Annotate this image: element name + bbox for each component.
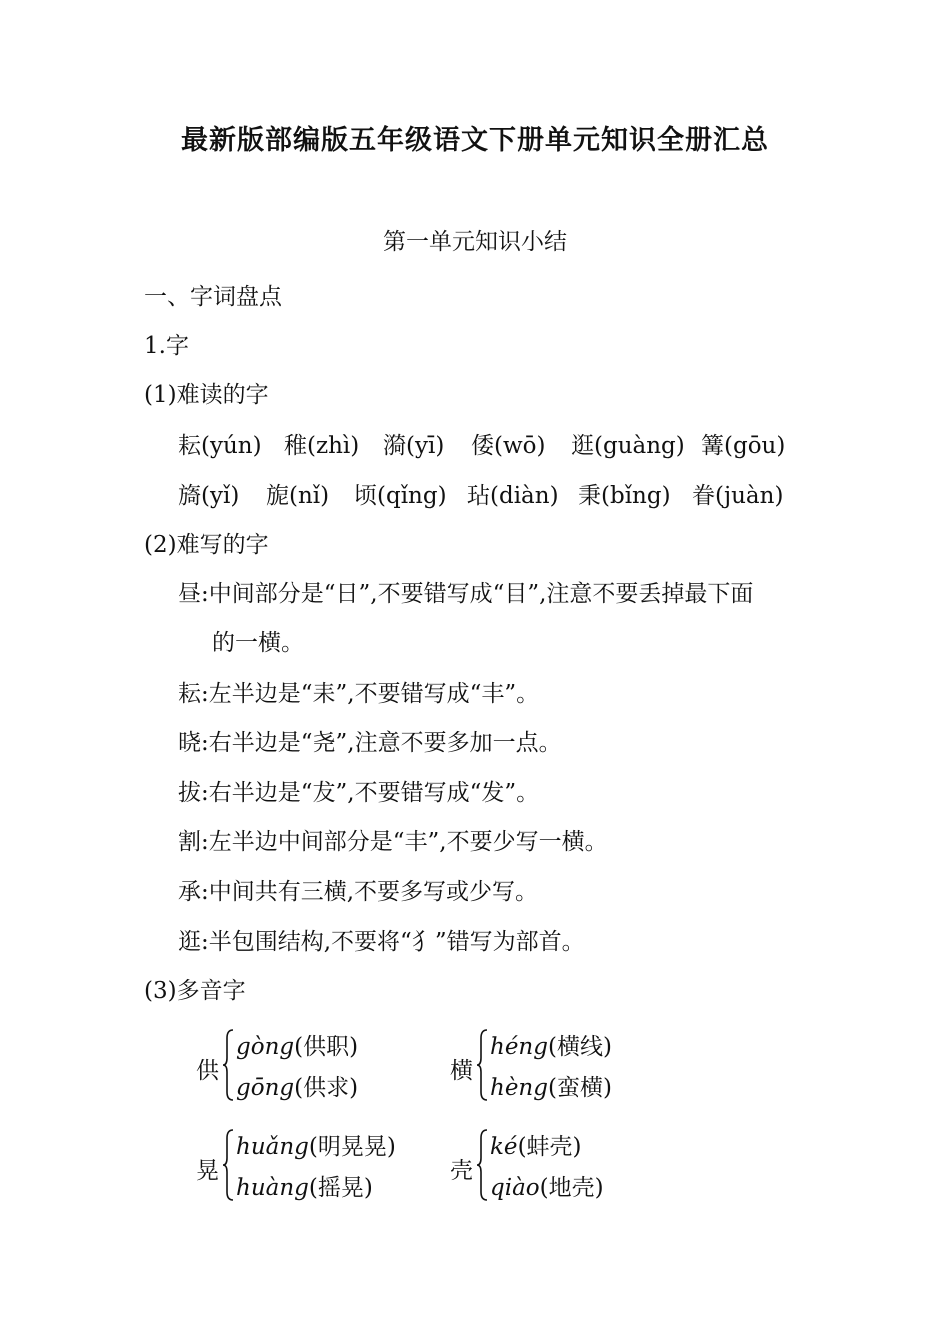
example-word: (摇晃) [308, 1175, 373, 1201]
unit-title: 第一单元知识小结 [383, 229, 567, 255]
polyphone-heading: (3)多音字 [144, 978, 246, 1004]
polyphone-reading [236, 1069, 358, 1102]
brace-icon [476, 1028, 488, 1102]
pinyin: hèng [490, 1075, 548, 1101]
hard-read-word: 旖(yǐ) [178, 483, 240, 509]
hard-read-heading: (1)难读的字 [144, 382, 269, 408]
subsection-characters: 1.字 [144, 333, 189, 359]
hard-write-item: 耘:左半边是“耒”,不要错写成“丰”。 [178, 681, 540, 707]
hard-read-word: 稚(zhì) [284, 433, 360, 459]
hard-write-item: 晓:右半边是“尧”,注意不要多加一点。 [178, 730, 562, 756]
pinyin: héng [490, 1034, 548, 1060]
brace-icon [222, 1128, 234, 1202]
polyphone-reading [490, 1069, 612, 1102]
pinyin: ké [490, 1134, 518, 1160]
hard-read-word: 逛(guàng) [571, 433, 685, 459]
brace-icon [222, 1028, 234, 1102]
hard-write-item-continued: 的一横。 [212, 630, 304, 656]
pinyin: gòng [236, 1034, 295, 1060]
example-word: (供职) [294, 1034, 359, 1060]
hard-write-item: 承:中间共有三横,不要多写或少写。 [178, 879, 539, 905]
polyphone-char: 壳 [450, 1158, 473, 1184]
polyphone-char: 晃 [196, 1158, 219, 1184]
hard-read-word: 旎(nǐ) [266, 483, 330, 509]
hard-read-word: 玷(diàn) [467, 483, 559, 509]
polyphone-char: 供 [196, 1058, 219, 1084]
example-word: (供求) [294, 1075, 359, 1101]
polyphone-reading [236, 1028, 358, 1061]
hard-write-item: 割:左半边中间部分是“丰”,不要少写一横。 [178, 829, 608, 855]
hard-read-word: 顷(qǐng) [354, 483, 447, 509]
hard-read-word: 漪(yī) [383, 433, 445, 459]
hard-write-item: 昼:中间部分是“日”,不要错写成“目”,注意不要丢掉最下面 [178, 581, 754, 607]
polyphone-char: 横 [450, 1058, 473, 1084]
polyphone-reading [236, 1169, 373, 1202]
polyphone-reading [236, 1128, 396, 1161]
example-word: (横线) [547, 1034, 612, 1060]
example-word: (蛮横) [547, 1075, 612, 1101]
example-word: (明晃晃) [308, 1134, 396, 1160]
hard-read-word: 耘(yún) [178, 433, 262, 459]
hard-read-word: 倭(wō) [471, 433, 546, 459]
polyphone-reading [490, 1128, 582, 1161]
brace-icon [476, 1128, 488, 1202]
hard-read-word: 篝(gōu) [701, 433, 786, 459]
example-word: (蚌壳) [517, 1134, 582, 1160]
example-word: (地壳) [539, 1175, 604, 1201]
hard-read-row-1 [0, 427, 950, 457]
polyphone-reading [490, 1028, 612, 1061]
section-heading-vocabulary: 一、字词盘点 [144, 284, 282, 310]
hard-write-item: 逛:半包围结构,不要将“犭”错写为部首。 [178, 929, 585, 955]
document-title: 最新版部编版五年级语文下册单元知识全册汇总 [181, 125, 769, 156]
hard-read-word: 眷(juàn) [692, 483, 784, 509]
pinyin: huǎng [236, 1134, 309, 1160]
hard-read-word: 秉(bǐng) [578, 483, 671, 509]
pinyin: huàng [236, 1175, 309, 1201]
pinyin: qiào [490, 1175, 540, 1201]
hard-write-item: 拔:右半边是“犮”,不要错写成“发”。 [178, 780, 540, 806]
pinyin: gōng [236, 1075, 295, 1101]
hard-write-heading: (2)难写的字 [144, 532, 269, 558]
polyphone-reading [490, 1169, 604, 1202]
hard-read-row-2 [0, 477, 950, 507]
